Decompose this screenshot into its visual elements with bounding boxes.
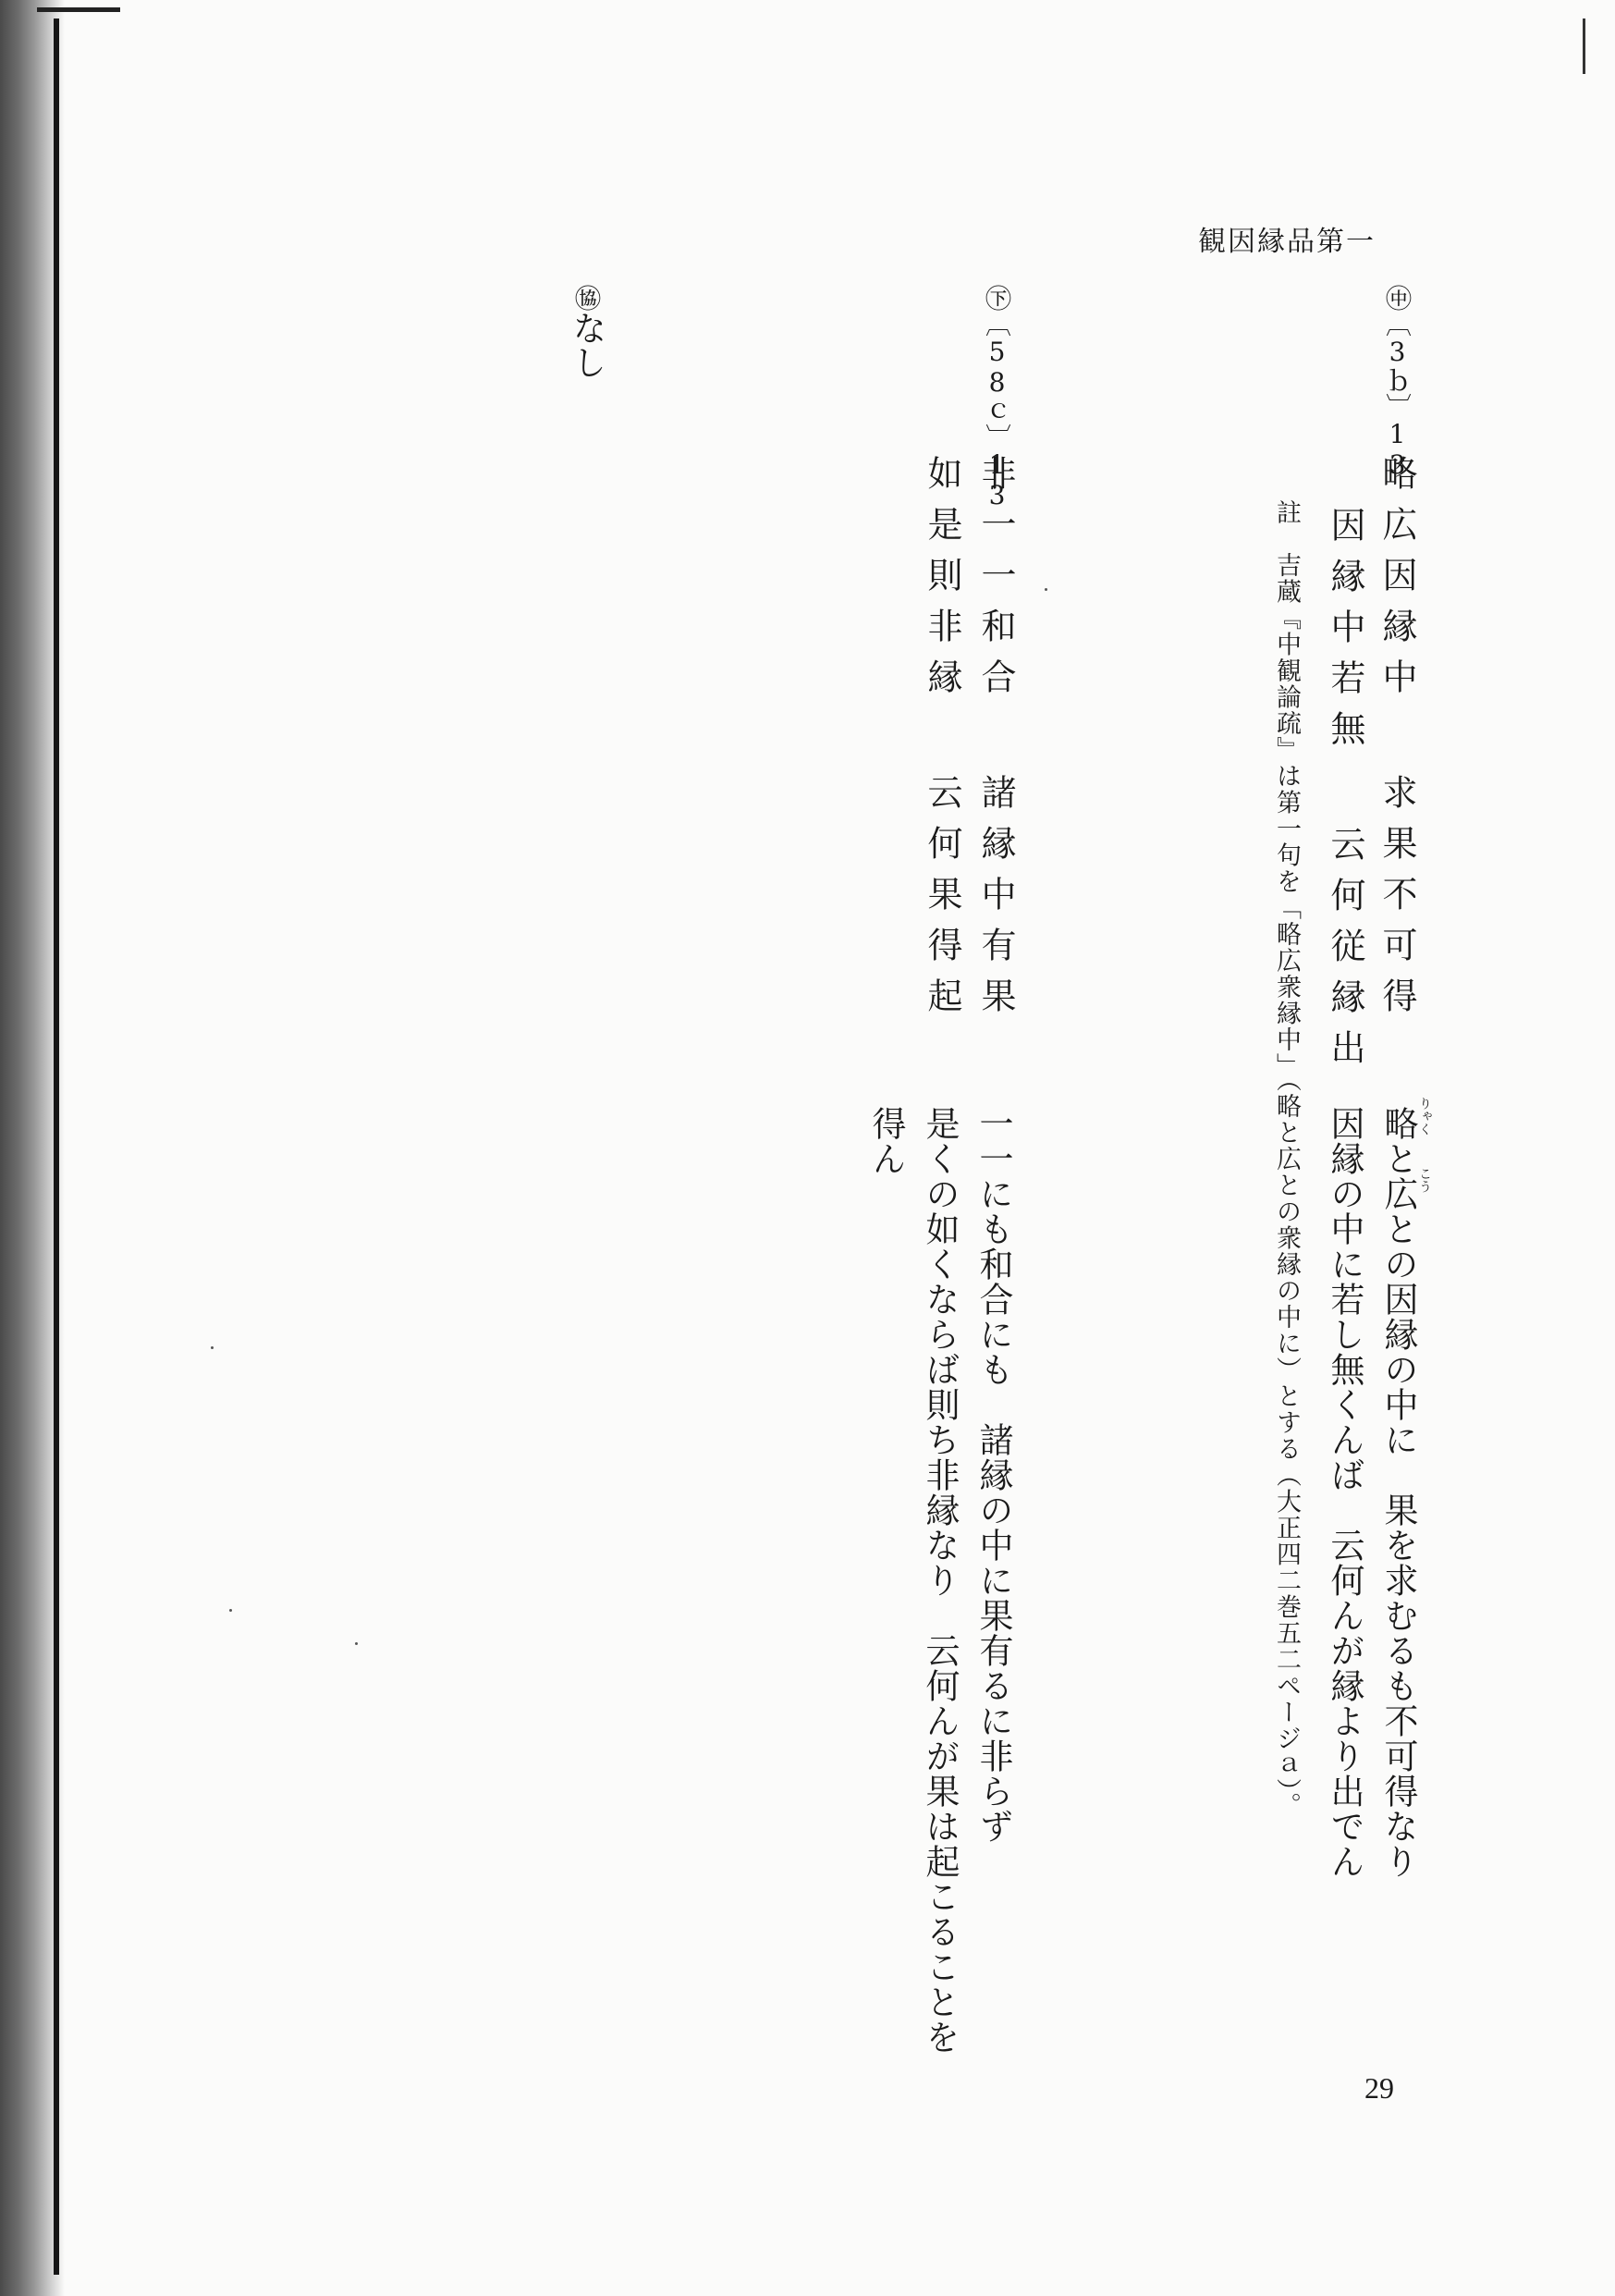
verse-line-part: 云何従縁出 <box>1325 826 1365 1080</box>
furigana: りゃく <box>1417 1097 1432 1136</box>
verse-line-part: 因縁中若無 <box>1325 507 1365 761</box>
verse-line <box>1376 455 1417 1028</box>
reading-line: 是くの如くならば則ち非縁なり 云何んが果は起こることを <box>920 1106 960 2055</box>
scan-speck <box>211 1346 214 1349</box>
verse-line-part: 非一一和合 <box>975 455 1016 709</box>
verse-line <box>975 455 1016 1028</box>
verse-marker <box>1382 285 1413 480</box>
verse-marker-symbol: ㊯ <box>571 285 602 311</box>
furigana: こう <box>1417 1167 1432 1193</box>
verse-line-part: 略広因縁中 <box>1376 455 1417 709</box>
chapter-title: 観因縁品第一 <box>1198 226 1376 258</box>
verse-marker-symbol: ㊥ <box>1382 285 1413 311</box>
verse-reference: 〔3ｂ〕13 <box>1382 311 1413 480</box>
binding-edge <box>54 18 59 2275</box>
reading-line: 略と広との因縁の中に 果を求むるも不可得なり <box>1378 1106 1418 1879</box>
scan-speck <box>355 1642 358 1645</box>
verse-line <box>924 455 960 1028</box>
scan-speck <box>229 1609 232 1612</box>
verse-marker <box>569 285 604 379</box>
verse-line <box>1327 507 1363 1080</box>
footnote: 註 吉蔵『中観論疏』は第一句を「略広衆縁中」（略と広との衆縁の中に）とする（大正四二巻五二ページａ）。 <box>1272 499 1301 1819</box>
reading-line: 因縁の中に若し無くんば 云何んが縁より出でん <box>1325 1106 1364 1879</box>
reading-line: 一一にも和合にも 諸縁の中に果有るに非らず <box>973 1106 1013 1844</box>
scan-mark <box>37 7 120 12</box>
verse-marker-symbol: ㊦ <box>982 285 1012 311</box>
verse-line-part: 云何果得起 <box>922 774 962 1028</box>
page-number: 29 <box>1364 2071 1394 2105</box>
verse-line-part: 求果不可得 <box>1376 774 1417 1028</box>
verse-reference: 〔58ｃ〕13 <box>982 311 1012 510</box>
verse-line-part: 如是則非縁 <box>922 455 962 709</box>
verse-line-part: 諸縁中有果 <box>975 774 1016 1028</box>
verse-text: なし <box>567 311 606 379</box>
scan-speck <box>1045 588 1047 591</box>
reading-line: 得ん <box>866 1106 906 1176</box>
scan-mark <box>1583 18 1585 74</box>
